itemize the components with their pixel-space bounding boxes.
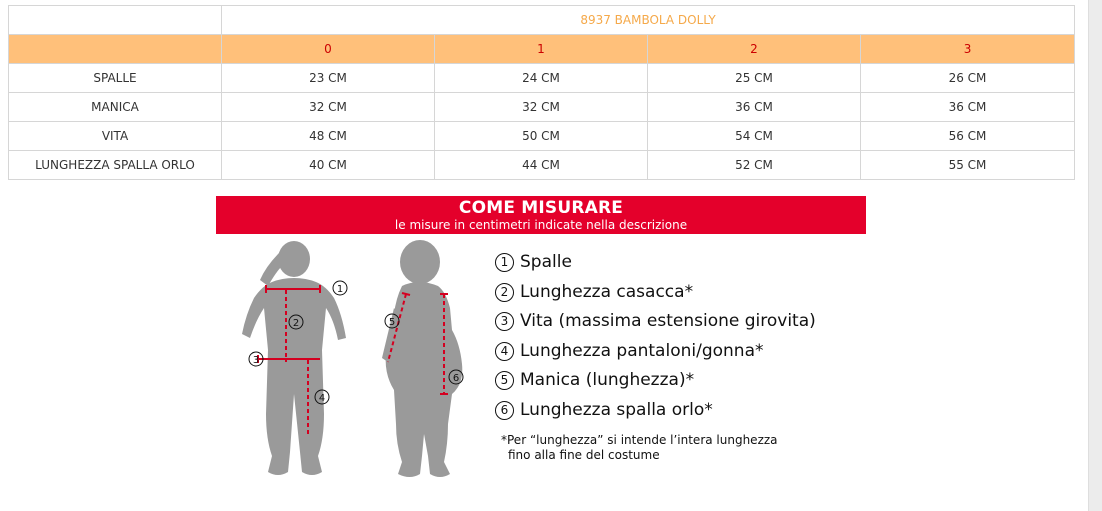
guide-subtitle: le misure in centimetri indicate nella descrizione: [394, 218, 688, 232]
list-item: [495, 278, 816, 308]
scrollbar-track[interactable]: [1088, 0, 1102, 511]
size-header-0: 0: [222, 35, 435, 64]
table-cell: 55 CM: [861, 151, 1075, 180]
table-cell: 44 CM: [435, 151, 648, 180]
table-cell: 24 CM: [435, 64, 648, 93]
measuring-guide: [216, 196, 866, 496]
row-label: SPALLE: [9, 64, 222, 93]
size-header-row: [9, 35, 1075, 64]
table-row: [9, 93, 1075, 122]
table-cell: 56 CM: [861, 122, 1075, 151]
svg-text:2: 2: [292, 318, 300, 329]
legend-label: Spalle: [520, 252, 572, 272]
table-cell: 40 CM: [222, 151, 435, 180]
size-chart-table: [8, 5, 1075, 180]
product-title: 8937 BAMBOLA DOLLY: [222, 6, 1075, 35]
table-cell: 32 CM: [435, 93, 648, 122]
child-side-silhouette-icon: [382, 240, 462, 477]
legend-label: Lunghezza casacca*: [520, 281, 694, 302]
table-cell: 32 CM: [222, 93, 435, 122]
table-cell: 36 CM: [648, 93, 861, 122]
list-item: [495, 248, 816, 278]
legend-label: Lunghezza spalla orlo*: [520, 399, 713, 420]
legend-number: 4: [495, 342, 514, 361]
legend-number: 3: [495, 312, 514, 331]
size-header-2: 2: [648, 35, 861, 64]
table-cell: 54 CM: [648, 122, 861, 151]
footnote: [501, 433, 778, 463]
table-cell: 48 CM: [222, 122, 435, 151]
legend-label: Lunghezza pantaloni/gonna*: [520, 340, 764, 361]
svg-text:5: 5: [388, 317, 396, 328]
table-cell: 23 CM: [222, 64, 435, 93]
svg-text:4: 4: [318, 393, 326, 404]
size-header-3: 3: [861, 35, 1075, 64]
table-row: [9, 122, 1075, 151]
footnote-line-1: *Per “lunghezza” si intende l’intera lunghezza: [501, 433, 778, 447]
size-header-corner: [9, 35, 222, 64]
table-row: [9, 151, 1075, 180]
table-cell: 52 CM: [648, 151, 861, 180]
list-item: [495, 366, 816, 396]
legend-number: 2: [495, 283, 514, 302]
legend-label: Manica (lunghezza)*: [520, 370, 695, 390]
list-item: [495, 396, 816, 426]
table-cell: 25 CM: [648, 64, 861, 93]
legend-number: 6: [495, 401, 514, 420]
title-row: [9, 6, 1075, 35]
legend-label: Vita (massima estensione girovita): [520, 311, 816, 331]
svg-text:6: 6: [452, 373, 460, 384]
row-label: MANICA: [9, 93, 222, 122]
table-cell: 50 CM: [435, 122, 648, 151]
table-row: [9, 64, 1075, 93]
corner-cell: [9, 6, 222, 35]
size-header-1: 1: [435, 35, 648, 64]
row-label: VITA: [9, 122, 222, 151]
footnote-line-2: fino alla fine del costume: [508, 448, 660, 462]
legend-number: 5: [495, 371, 514, 390]
table-cell: 26 CM: [861, 64, 1075, 93]
list-item: [495, 307, 816, 337]
guide-title: COME MISURARE: [458, 198, 624, 218]
measurement-legend: [495, 248, 816, 425]
figures-illustration: [216, 234, 486, 496]
table-cell: 36 CM: [861, 93, 1075, 122]
svg-text:3: 3: [252, 355, 260, 366]
svg-text:1: 1: [336, 284, 344, 295]
row-label: LUNGHEZZA SPALLA ORLO: [9, 151, 222, 180]
guide-banner: [216, 196, 866, 234]
list-item: [495, 337, 816, 367]
legend-number: 1: [495, 253, 514, 272]
